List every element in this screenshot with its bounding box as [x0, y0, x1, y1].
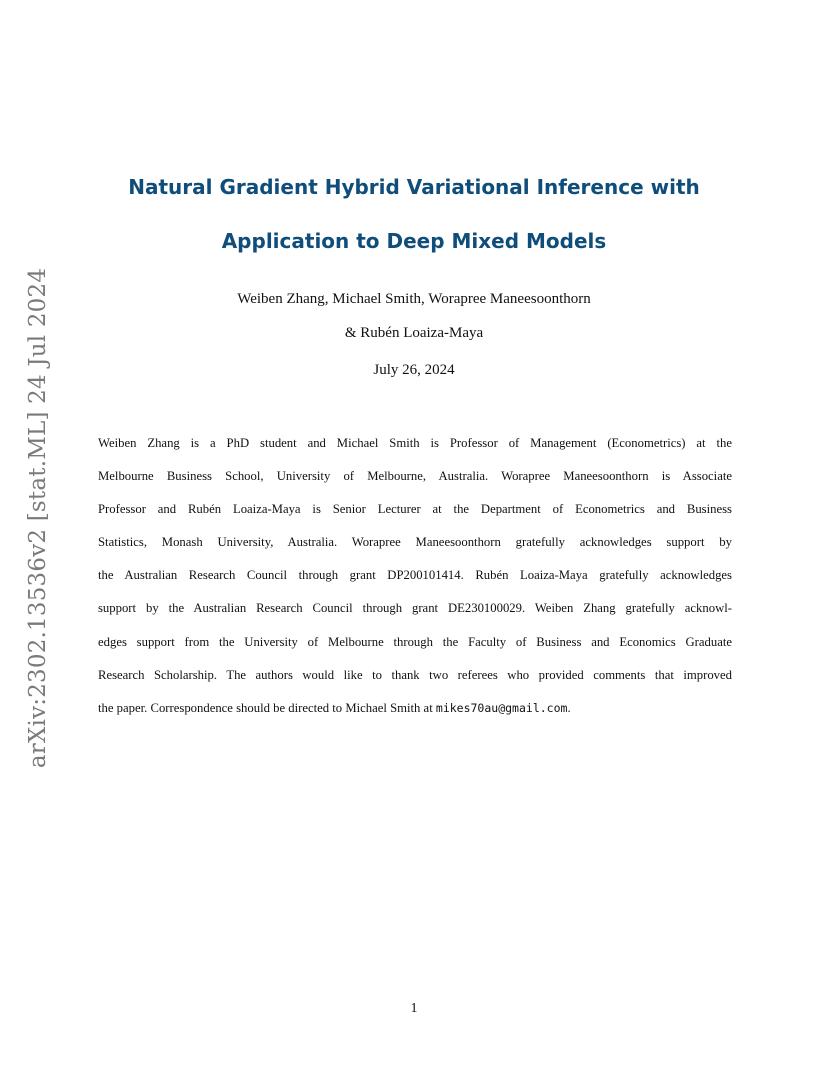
page-number: 1	[410, 1001, 418, 1016]
footnote-line: Melbourne Business School, University of Melbourne, Australia. Worapree Maneesoonthorn is Associate	[98, 469, 732, 484]
arxiv-stamp-text: arXiv:2302.13536v2 [stat.ML] 24 Jul 2024	[25, 267, 51, 769]
footnote-line: support by the Australian Research Council through grant DE230100029. Weiben Zhang gratefully acknowl-	[98, 601, 732, 616]
arxiv-identifier-stamp	[20, 267, 56, 769]
paper-title-line-2: Application to Deep Mixed Models	[221, 229, 607, 253]
footnote-line: the Australian Research Council through grant DP200101414. Rubén Loaiza-Maya gratefully acknowledges	[98, 568, 732, 583]
footnote-line: Weiben Zhang is a PhD student and Michael Smith is Professor of Management (Econometrics) at the	[98, 436, 732, 450]
authors-line-2: & Rubén Loaiza-Maya	[344, 325, 484, 341]
author-footnote-paragraph	[98, 427, 732, 725]
paper-date: July 26, 2024	[373, 362, 455, 378]
footnote-last-line-period: .	[567, 700, 571, 715]
footnote-last-line-text: the paper. Correspondence should be directed to Michael Smith at	[98, 700, 436, 715]
paper-title-line-1: Natural Gradient Hybrid Variational Inference with	[128, 175, 700, 199]
correspondence-email[interactable]: mikes70au@gmail.com	[435, 700, 568, 715]
footnote-line: Statistics, Monash University, Australia. Worapree Maneesoonthorn gratefully acknowledges support by	[98, 535, 732, 550]
footnote-last-line	[98, 692, 732, 725]
footnote-line: edges support from the University of Melbourne through the Faculty of Business and Economics Graduate	[98, 634, 732, 649]
authors-line-1: Weiben Zhang, Michael Smith, Worapree Maneesoonthorn	[237, 291, 591, 307]
footnote-line: Professor and Rubén Loaiza-Maya is Senior Lecturer at the Department of Econometrics and Business	[98, 502, 732, 517]
footnote-line: Research Scholarship. The authors would like to thank two referees who provided comments that improved	[98, 667, 732, 682]
